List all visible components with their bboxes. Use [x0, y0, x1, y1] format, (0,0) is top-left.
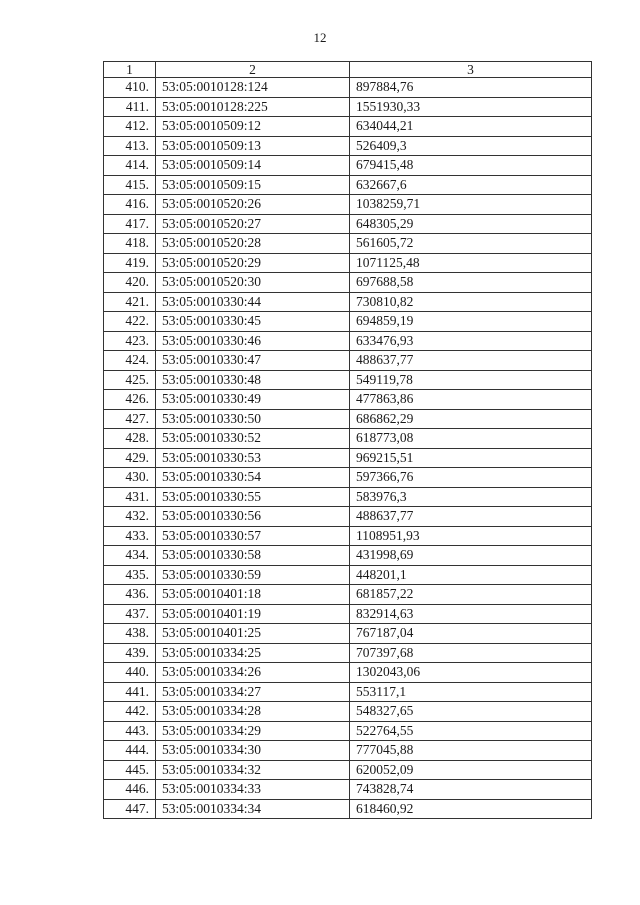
table-row [104, 331, 592, 351]
cadastral-number-cell: 53:05:0010330:53 [156, 448, 350, 468]
value-cell: 681857,22 [350, 585, 592, 605]
value-cell: 743828,74 [350, 780, 592, 800]
table-row [104, 468, 592, 488]
table-row [104, 448, 592, 468]
row-number-cell: 414. [104, 156, 156, 176]
value-cell: 553117,1 [350, 682, 592, 702]
cadastral-number-cell: 53:05:0010520:27 [156, 214, 350, 234]
row-number-cell: 443. [104, 721, 156, 741]
table-row [104, 390, 592, 410]
row-number-cell: 416. [104, 195, 156, 215]
row-number-cell: 415. [104, 175, 156, 195]
value-cell: 679415,48 [350, 156, 592, 176]
cadastral-number-cell: 53:05:0010330:47 [156, 351, 350, 371]
table-row [104, 546, 592, 566]
row-number-cell: 436. [104, 585, 156, 605]
row-number-cell: 425. [104, 370, 156, 390]
value-cell: 686862,29 [350, 409, 592, 429]
cadastral-number-cell: 53:05:0010330:59 [156, 565, 350, 585]
value-cell: 633476,93 [350, 331, 592, 351]
row-number-cell: 430. [104, 468, 156, 488]
value-cell: 897884,76 [350, 78, 592, 98]
row-number-cell: 427. [104, 409, 156, 429]
row-number-cell: 423. [104, 331, 156, 351]
cadastral-number-cell: 53:05:0010330:55 [156, 487, 350, 507]
row-number-cell: 428. [104, 429, 156, 449]
value-cell: 832914,63 [350, 604, 592, 624]
table-row [104, 312, 592, 332]
cadastral-number-cell: 53:05:0010334:34 [156, 799, 350, 819]
row-number-cell: 437. [104, 604, 156, 624]
table-row [104, 78, 592, 98]
row-number-cell: 433. [104, 526, 156, 546]
cadastral-number-cell: 53:05:0010330:44 [156, 292, 350, 312]
table-row [104, 507, 592, 527]
value-cell: 561605,72 [350, 234, 592, 254]
row-number-cell: 432. [104, 507, 156, 527]
table-row [104, 429, 592, 449]
value-cell: 1551930,33 [350, 97, 592, 117]
table-row [104, 682, 592, 702]
cadastral-number-cell: 53:05:0010334:32 [156, 760, 350, 780]
value-cell: 620052,09 [350, 760, 592, 780]
value-cell: 431998,69 [350, 546, 592, 566]
cadastral-number-cell: 53:05:0010520:30 [156, 273, 350, 293]
table-row [104, 643, 592, 663]
table-row [104, 409, 592, 429]
registry-table [103, 61, 592, 819]
table-row [104, 526, 592, 546]
row-number-cell: 419. [104, 253, 156, 273]
row-number-cell: 420. [104, 273, 156, 293]
table-row [104, 624, 592, 644]
value-cell: 549119,78 [350, 370, 592, 390]
value-cell: 488637,77 [350, 507, 592, 527]
value-cell: 632667,6 [350, 175, 592, 195]
value-cell: 767187,04 [350, 624, 592, 644]
table-row [104, 741, 592, 761]
column-header-1: 1 [104, 62, 156, 78]
value-cell: 526409,3 [350, 136, 592, 156]
value-cell: 1302043,06 [350, 663, 592, 683]
row-number-cell: 444. [104, 741, 156, 761]
cadastral-number-cell: 53:05:0010330:45 [156, 312, 350, 332]
row-number-cell: 435. [104, 565, 156, 585]
cadastral-number-cell: 53:05:0010330:52 [156, 429, 350, 449]
table-row [104, 273, 592, 293]
value-cell: 1071125,48 [350, 253, 592, 273]
table-row [104, 370, 592, 390]
cadastral-number-cell: 53:05:0010334:29 [156, 721, 350, 741]
table-header [104, 62, 592, 78]
row-number-cell: 411. [104, 97, 156, 117]
value-cell: 707397,68 [350, 643, 592, 663]
cadastral-number-cell: 53:05:0010330:56 [156, 507, 350, 527]
cadastral-number-cell: 53:05:0010330:48 [156, 370, 350, 390]
value-cell: 597366,76 [350, 468, 592, 488]
cadastral-number-cell: 53:05:0010334:26 [156, 663, 350, 683]
cadastral-number-cell: 53:05:0010401:18 [156, 585, 350, 605]
cadastral-number-cell: 53:05:0010334:33 [156, 780, 350, 800]
row-number-cell: 445. [104, 760, 156, 780]
table-row [104, 585, 592, 605]
table-body [104, 78, 592, 819]
column-header-2: 2 [156, 62, 350, 78]
table-row [104, 175, 592, 195]
row-number-cell: 442. [104, 702, 156, 722]
row-number-cell: 441. [104, 682, 156, 702]
value-cell: 697688,58 [350, 273, 592, 293]
row-number-cell: 446. [104, 780, 156, 800]
cadastral-number-cell: 53:05:0010330:46 [156, 331, 350, 351]
row-number-cell: 421. [104, 292, 156, 312]
table-row [104, 214, 592, 234]
table-row [104, 799, 592, 819]
cadastral-number-cell: 53:05:0010520:29 [156, 253, 350, 273]
table-row [104, 97, 592, 117]
cadastral-number-cell: 53:05:0010128:124 [156, 78, 350, 98]
cadastral-number-cell: 53:05:0010334:28 [156, 702, 350, 722]
table-row [104, 721, 592, 741]
row-number-cell: 447. [104, 799, 156, 819]
table-row [104, 234, 592, 254]
cadastral-number-cell: 53:05:0010330:57 [156, 526, 350, 546]
row-number-cell: 413. [104, 136, 156, 156]
row-number-cell: 424. [104, 351, 156, 371]
table-row [104, 663, 592, 683]
cadastral-number-cell: 53:05:0010334:27 [156, 682, 350, 702]
cadastral-number-cell: 53:05:0010334:25 [156, 643, 350, 663]
value-cell: 777045,88 [350, 741, 592, 761]
row-number-cell: 422. [104, 312, 156, 332]
table-row [104, 351, 592, 371]
cadastral-number-cell: 53:05:0010330:49 [156, 390, 350, 410]
value-cell: 548327,65 [350, 702, 592, 722]
value-cell: 1108951,93 [350, 526, 592, 546]
cadastral-number-cell: 53:05:0010330:58 [156, 546, 350, 566]
value-cell: 488637,77 [350, 351, 592, 371]
row-number-cell: 426. [104, 390, 156, 410]
table-row [104, 760, 592, 780]
value-cell: 448201,1 [350, 565, 592, 585]
value-cell: 634044,21 [350, 117, 592, 137]
table-row [104, 156, 592, 176]
table-row [104, 117, 592, 137]
cadastral-number-cell: 53:05:0010509:12 [156, 117, 350, 137]
cadastral-number-cell: 53:05:0010401:25 [156, 624, 350, 644]
value-cell: 522764,55 [350, 721, 592, 741]
cadastral-number-cell: 53:05:0010334:30 [156, 741, 350, 761]
table-row [104, 195, 592, 215]
value-cell: 618773,08 [350, 429, 592, 449]
row-number-cell: 417. [104, 214, 156, 234]
table-row [104, 487, 592, 507]
table-row [104, 292, 592, 312]
column-header-3: 3 [350, 62, 592, 78]
table-row [104, 136, 592, 156]
table-row [104, 565, 592, 585]
value-cell: 694859,19 [350, 312, 592, 332]
cadastral-number-cell: 53:05:0010330:54 [156, 468, 350, 488]
page-number: 12 [313, 30, 327, 45]
value-cell: 969215,51 [350, 448, 592, 468]
value-cell: 618460,92 [350, 799, 592, 819]
row-number-cell: 439. [104, 643, 156, 663]
value-cell: 648305,29 [350, 214, 592, 234]
row-number-cell: 434. [104, 546, 156, 566]
cadastral-number-cell: 53:05:0010509:13 [156, 136, 350, 156]
table-row [104, 702, 592, 722]
row-number-cell: 418. [104, 234, 156, 254]
cadastral-number-cell: 53:05:0010401:19 [156, 604, 350, 624]
header-row [104, 62, 592, 78]
value-cell: 583976,3 [350, 487, 592, 507]
table-row [104, 253, 592, 273]
cadastral-number-cell: 53:05:0010520:26 [156, 195, 350, 215]
value-cell: 730810,82 [350, 292, 592, 312]
cadastral-number-cell: 53:05:0010509:14 [156, 156, 350, 176]
row-number-cell: 410. [104, 78, 156, 98]
row-number-cell: 412. [104, 117, 156, 137]
row-number-cell: 440. [104, 663, 156, 683]
value-cell: 1038259,71 [350, 195, 592, 215]
cadastral-number-cell: 53:05:0010509:15 [156, 175, 350, 195]
row-number-cell: 431. [104, 487, 156, 507]
row-number-cell: 438. [104, 624, 156, 644]
table-row [104, 604, 592, 624]
cadastral-number-cell: 53:05:0010330:50 [156, 409, 350, 429]
row-number-cell: 429. [104, 448, 156, 468]
cadastral-number-cell: 53:05:0010520:28 [156, 234, 350, 254]
cadastral-number-cell: 53:05:0010128:225 [156, 97, 350, 117]
value-cell: 477863,86 [350, 390, 592, 410]
table-row [104, 780, 592, 800]
